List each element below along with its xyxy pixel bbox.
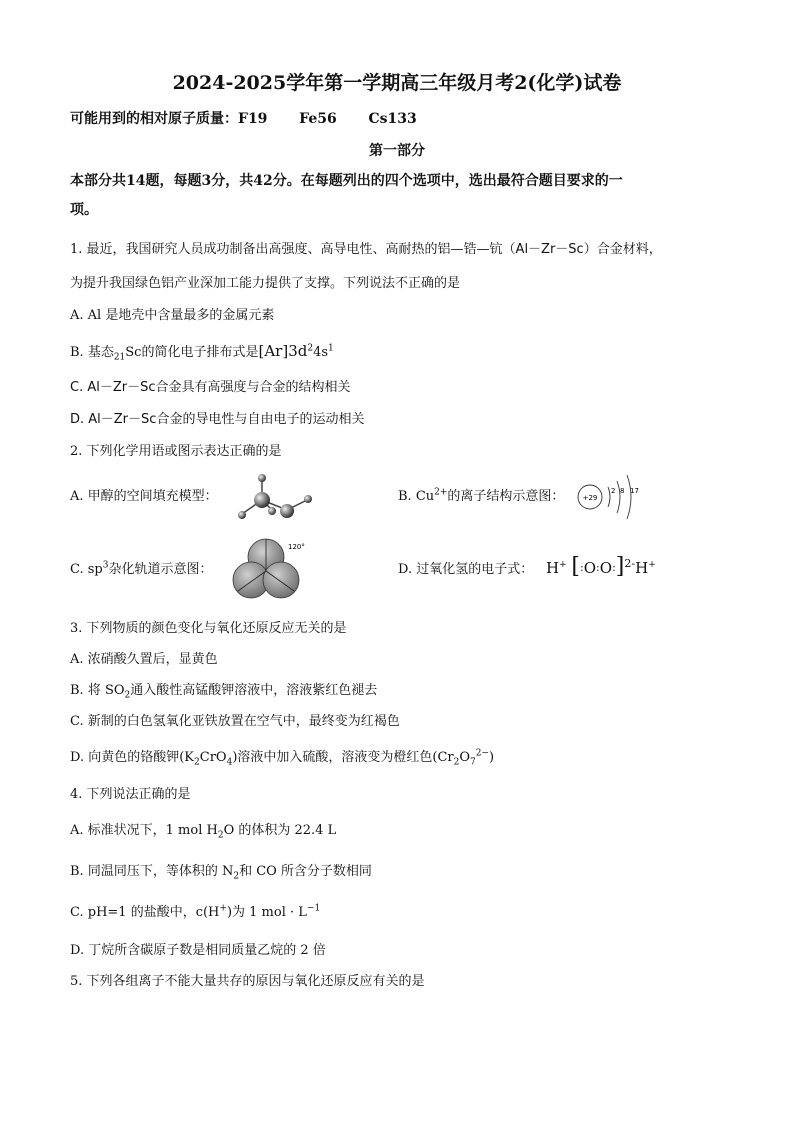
q4-a-text: O 的体积为 22.4 L <box>223 823 337 838</box>
q4-option-d: D. 丁烷所含碳原子数是相同质量乙烷的 2 倍 <box>70 943 326 958</box>
q3-d-a: D. 向黄色的铬酸钾(K <box>70 750 195 765</box>
q4-option-a <box>70 822 336 840</box>
q4-a-prefix: A. 标准状况下，1 mol H <box>70 823 218 838</box>
q4-c-sup2: −1 <box>306 903 321 914</box>
q2-c-sup: 3 <box>102 560 109 571</box>
q1-b-sup2: 1 <box>328 343 334 354</box>
q3-d-c: )溶液中加入硫酸，溶液变为橙红色(Cr <box>232 750 454 765</box>
cu-nucleus-label: +29 <box>582 494 598 502</box>
sp3-angle-label: 120° <box>288 543 305 551</box>
q3-b-sub: 2 <box>124 690 131 701</box>
q1-b-sup1: 2 <box>307 343 314 354</box>
methanol-model-image <box>232 470 322 522</box>
q4-c-prefix: C. pH=1 的盐酸中，c(H <box>70 905 220 920</box>
atomic-mass-label <box>70 110 417 128</box>
q2-c-text: 杂化轨道示意图： <box>108 562 213 577</box>
q2-stem: 2. 下列化学用语或图示表达正确的是 <box>70 444 282 459</box>
q1-b-prefix: B. 基态 <box>70 345 114 360</box>
q1-b-config2: 4s <box>313 345 329 360</box>
q1-c-text: 合金具有高强度与合金的结构相关 <box>155 380 351 395</box>
cu-shell-3: 17 <box>630 487 639 495</box>
q3-d-s3: 2 <box>453 757 460 768</box>
h2o2-h1-charge: + <box>559 560 567 570</box>
q2-c-prefix: C. sp <box>70 562 103 577</box>
q2-option-c <box>70 561 213 579</box>
h2o2-o2: O <box>599 559 613 577</box>
h2o2-charge: 2- <box>624 557 636 570</box>
q1-formula: Al－Zr－Sc <box>515 242 584 257</box>
q3-stem: 3. 下列物质的颜色变化与氧化还原反应无关的是 <box>70 621 347 636</box>
instructions-line1: 本部分共14题，每题3分，共42分。在每题列出的四个选项中，选出最符合题目要求的一 <box>70 173 623 189</box>
cu-shell-1: 2 <box>611 487 616 495</box>
q4-a-sub: 2 <box>217 830 224 841</box>
q2-b-text: 的离子结构示意图： <box>447 489 565 504</box>
section-title: 第一部分 <box>369 143 425 159</box>
q1-b-text: 的简化电子排布式是 <box>141 345 259 360</box>
h2o2-h2-charge: + <box>648 560 656 570</box>
instructions-line2: 项。 <box>70 202 98 218</box>
q3-d-d: O <box>459 750 471 765</box>
q1-d-text: 合金的导电性与自由电子的运动相关 <box>156 412 365 427</box>
q1-stem-line1 <box>70 241 662 259</box>
q3-b-text: 通入酸性高锰酸钾溶液中，溶液紫红色褪去 <box>130 683 378 698</box>
q4-c-sup: + <box>219 903 227 914</box>
q2-option-a: A. 甲醇的空间填充模型： <box>70 489 218 504</box>
q3-d-e: ) <box>489 750 495 765</box>
q3-d-s4: 7 <box>470 757 476 768</box>
q1-stem-text: 1. 最近，我国研究人员成功制备出高强度、高导电性、高耐热的铝—锆—钪（ <box>70 242 516 257</box>
q1-b-element: Sc <box>125 345 142 360</box>
q1-stem-line2: 为提升我国绿色铝产业深加工能力提供了支撑。下列说法不正确的是 <box>70 276 461 291</box>
q1-option-a: A. Al 是地壳中含量最多的金属元素 <box>70 308 275 323</box>
h2o2-electron-formula: H+ [:O:O:]$^{2-}$H+ <box>546 554 656 579</box>
q1-stem-tail: ）合金材料， <box>583 242 662 257</box>
q3-d-s1: 2 <box>194 757 200 768</box>
q5-stem: 5. 下列各组离子不能大量共存的原因与氧化还原反应有关的是 <box>70 974 425 989</box>
q2-b-prefix: B. Cu <box>398 489 435 504</box>
q3-d-charge: 2− <box>475 748 490 759</box>
q1-b-config: [Ar]3d <box>258 342 308 360</box>
q1-d-formula: D. Al－Zr－Sc <box>70 412 157 427</box>
q4-b-text: 和 CO 所含分子数相同 <box>239 864 372 879</box>
q4-c-text: )为 1 mol · L <box>226 905 307 920</box>
atomic-mass-fe: Fe56 <box>299 111 337 127</box>
q3-d-s2: 4 <box>226 757 233 768</box>
atomic-mass-f: 可能用到的相对原子质量：F19 <box>70 111 268 127</box>
h2o2-h1: H <box>546 559 560 577</box>
q3-option-d <box>70 749 494 767</box>
q1-option-b <box>70 342 334 362</box>
q1-b-atomic-number: 21 <box>113 352 126 363</box>
q2-option-d: D. 过氧化氢的电子式： <box>398 562 534 577</box>
cu-shell-2: 8 <box>620 487 625 495</box>
cu-ion-structure-diagram <box>575 473 645 521</box>
h2o2-o1: O <box>583 559 597 577</box>
page-title: 2024-2025学年第一学期高三年级月考2(化学)试卷 <box>172 72 622 94</box>
q1-option-d <box>70 411 364 429</box>
q3-option-b <box>70 682 377 700</box>
h2o2-h2: H <box>635 559 649 577</box>
q4-option-c <box>70 904 320 922</box>
q4-stem: 4. 下列说法正确的是 <box>70 787 191 802</box>
q3-option-a: A. 浓硝酸久置后，显黄色 <box>70 652 218 667</box>
q1-option-c <box>70 379 351 397</box>
q3-d-b: CrO <box>199 750 227 765</box>
q1-c-formula: C. Al－Zr－Sc <box>70 380 156 395</box>
q4-b-prefix: B. 同温同压下，等体积的 N <box>70 864 234 879</box>
q4-option-b <box>70 863 372 881</box>
atomic-mass-cs: Cs133 <box>368 111 417 127</box>
q3-b-prefix: B. 将 SO <box>70 683 125 698</box>
q2-option-b <box>398 488 564 506</box>
sp3-orbital-diagram <box>226 535 310 601</box>
q2-b-charge: 2+ <box>434 487 448 498</box>
q4-b-sub: 2 <box>233 871 240 882</box>
q3-option-c: C. 新制的白色氢氧化亚铁放置在空气中，最终变为红褐色 <box>70 714 400 729</box>
